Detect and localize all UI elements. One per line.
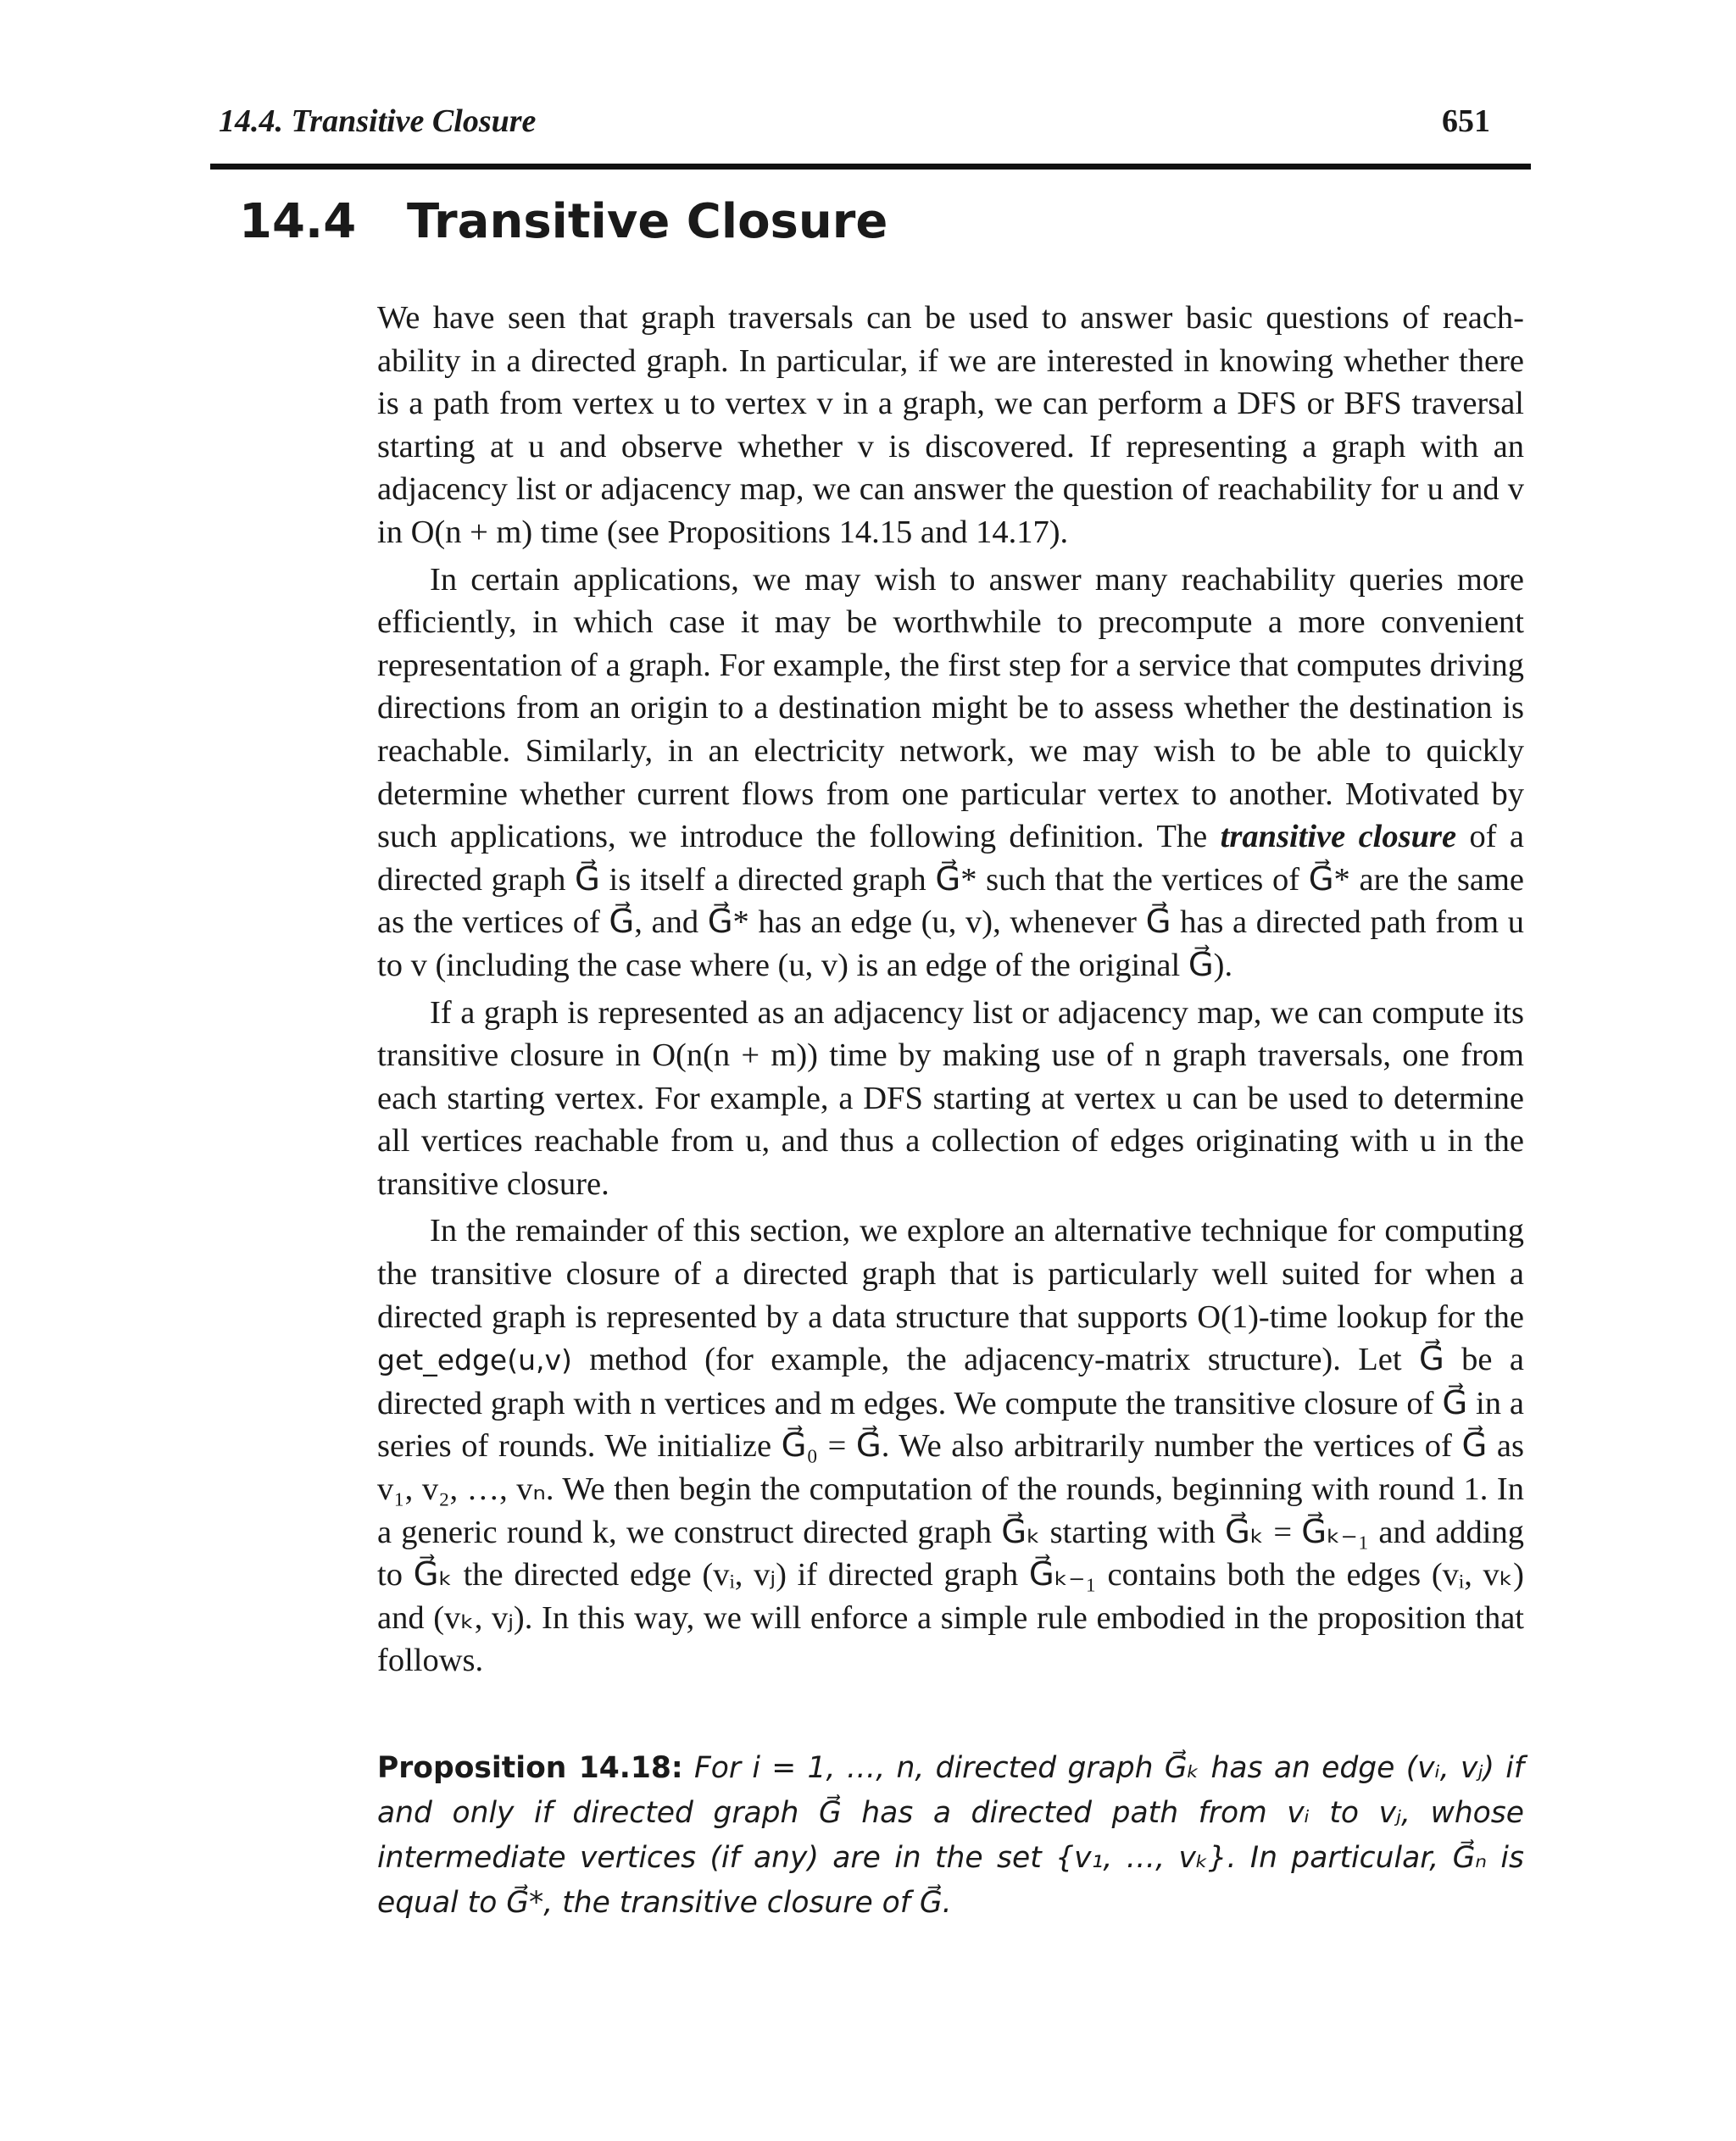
defined-term: transitive closure <box>1220 819 1457 855</box>
body-text <box>377 297 1524 1682</box>
proposition-text: For i = 1, …, n, directed graph G⃗ₖ has an edge (vᵢ, vⱼ) if and only if directed graph G⃗ has a directed path from vᵢ to vⱼ, whose intermediate vertices (if any) are in the set {v₁, …, vₖ}. In particular, G⃗ₙ is equal to G⃗*, the transitive closure of G⃗. <box>377 1751 1524 1920</box>
paragraph-4-lead: In the remainder of this section, we explore an alternative technique for computing the transitive closure of a directed graph that is particularly well suited for when a directed graph is represented by a data structure that supports O(1)-time lookup for the <box>377 1213 1524 1335</box>
page-number: 651 <box>1442 103 1490 139</box>
proposition-label: Proposition 14.18: <box>377 1751 683 1785</box>
paragraph-2-rest: of a directed graph G⃗ is itself a directed graph G⃗* such that the vertices of G⃗* are the same as the vertices of G⃗, and G⃗* has an edge (u, v), whenever G⃗ has a directed path from u to v (including the case where (u, v) is an edge of the original G⃗). <box>377 819 1524 983</box>
proposition-block <box>377 1746 1524 1926</box>
paragraph-2 <box>377 559 1524 987</box>
paragraph-4 <box>377 1210 1524 1682</box>
running-title: 14.4. Transitive Closure <box>219 103 537 139</box>
section-number: 14.4 <box>239 194 357 249</box>
section-heading <box>239 188 887 256</box>
paragraph-3: If a graph is represented as an adjacency list or adjacency map, we can compute its transitive closure in O(n(n + m)) time by making use of n graph traversals, one from each starting vertex. For example, a DFS starting at vertex u can be used to determine all vertices reachable from u, and thus a collection of edges originating with u in the transitive closure. <box>377 994 1524 1202</box>
paragraph-2-lead: In certain applications, we may wish to answer many reachability queries more efficiently, in which case it may be worthwhile to precompute a more convenient representation of a graph. For example, the first step for a service that computes driving directions from an origin to a destination might be to assess whether the destination is reachable. Similarly, in an electricity network, we may wish to be able to quickly determine whether current flows from one particular vertex to another. Motivated by such applications, we introduce the following definition. The <box>377 561 1524 855</box>
paragraph-4-rest: method (for example, the adjacency-matrix structure). Let G⃗ be a directed graph with n vertices and m edges. We compute the transitive closure of G⃗ in a series of rounds. We initialize G⃗₀ = G⃗. We also arbitrarily number the vertices of G⃗ as v₁, v₂, …, vₙ. We then begin the computation of the rounds, beginning with round 1. In a generic round k, we construct directed graph G⃗ₖ starting with G⃗ₖ = G⃗ₖ₋₁ and adding to G⃗ₖ the directed edge (vᵢ, vⱼ) if directed graph G⃗ₖ₋₁ contains both the edges (vᵢ, vₖ) and (vₖ, vⱼ). In this way, we will enforce a simple rule embodied in the proposition that follows. <box>377 1342 1524 1679</box>
paragraph-1: We have seen that graph traversals can be used to answer basic questions of reachability in a directed graph. In particular, if we are interested in knowing whether there is a path from vertex u to vertex v in a graph, we can perform a DFS or BFS traversal starting at u and observe whether v is discovered. If representing a graph with an adjacency list or adjacency map, we can answer the question of reachability for u and v in O(n + m) time (see Propositions 14.15 and 14.17). <box>377 300 1524 550</box>
header-rule <box>210 164 1531 170</box>
section-title: Transitive Closure <box>407 194 888 249</box>
running-head <box>212 100 1524 142</box>
code-method-name: get_edge(u,v) <box>377 1343 572 1377</box>
